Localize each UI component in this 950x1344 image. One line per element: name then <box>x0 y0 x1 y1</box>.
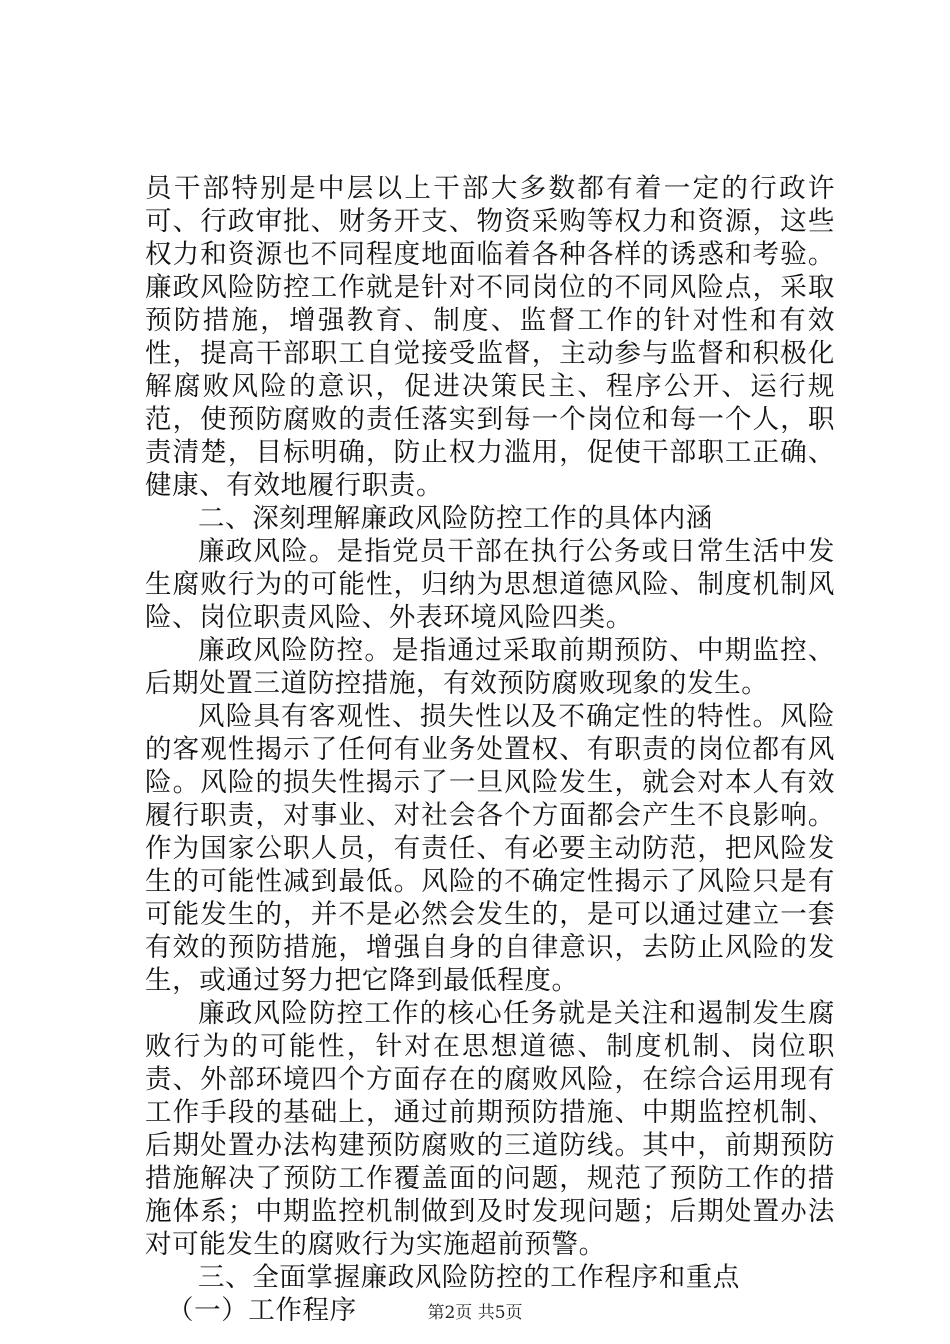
page-footer: 第2页 共5页 <box>427 1303 523 1323</box>
subsection-heading-1: （一）工作程序 <box>167 1295 357 1326</box>
paragraph-core-task: 廉政风险防控工作的核心任务就是关注和遏制发生腐败行为的可能性，针对在思想道德、制度机制、岗位职责、外部环境四个方面存在的腐败风险，在综合运用现有工作手段的基础上，通过前期预防措施、中期监控机制、后期处置办法构建预防腐败的三道防线。其中，前期预防措施解决了预防工作覆盖面的问题，规范了预防工作的措施体系；中期监控机制做到及时发现问题；后期处置办法对可能发生的腐败行为实施超前预警。 <box>145 998 835 1260</box>
paragraph-continuation: 员干部特别是中层以上干部大多数都有着一定的行政许可、行政审批、财务开支、物资采购等权力和资源，这些权力和资源也不同程度地面临着各种各样的诱惑和考验。廉政风险防控工作就是针对不同岗位的不同风险点，采取预防措施，增强教育、制度、监督工作的针对性和有效性，提高干部职工自觉接受监督，主动参与监督和积极化解腐败风险的意识，促进决策民主、程序公开、运行规范，使预防腐败的责任落实到每一个岗位和每一个人，职责清楚，目标明确，防止权力滥用，促使干部职工正确、健康、有效地履行职责。 <box>145 173 835 501</box>
document-body <box>145 172 835 1327</box>
section-heading-2: 二、深刻理解廉政风险防控工作的具体内涵 <box>198 503 713 534</box>
paragraph-risk-control: 廉政风险防控。是指通过采取前期预防、中期监控、后期处置三道防控措施，有效预防腐败现象的发生。 <box>145 635 835 699</box>
section-heading-3: 三、全面掌握廉政风险防控的工作程序和重点 <box>198 1262 740 1293</box>
paragraph-risk-properties: 风险具有客观性、损失性以及不确定性的特性。风险的客观性揭示了任何有业务处置权、有职责的岗位都有风险。风险的损失性揭示了一旦风险发生，就会对本人有效履行职责，对事业、对社会各个方面都会产生不良影响。作为国家公职人员，有责任、有必要主动防范，把风险发生的可能性减到最低。风险的不确定性揭示了风险只是有可能发生的，并不是必然会发生的，是可以通过建立一套有效的预防措施，增强自身的自律意识，去防止风险的发生，或通过努力把它降到最低程度。 <box>145 701 835 996</box>
paragraph-lianzheng-risk: 廉政风险。是指党员干部在执行公务或日常生活中发生腐败行为的可能性，归纳为思想道德风险、制度机制风险、岗位职责风险、外表环境风险四类。 <box>145 536 835 633</box>
